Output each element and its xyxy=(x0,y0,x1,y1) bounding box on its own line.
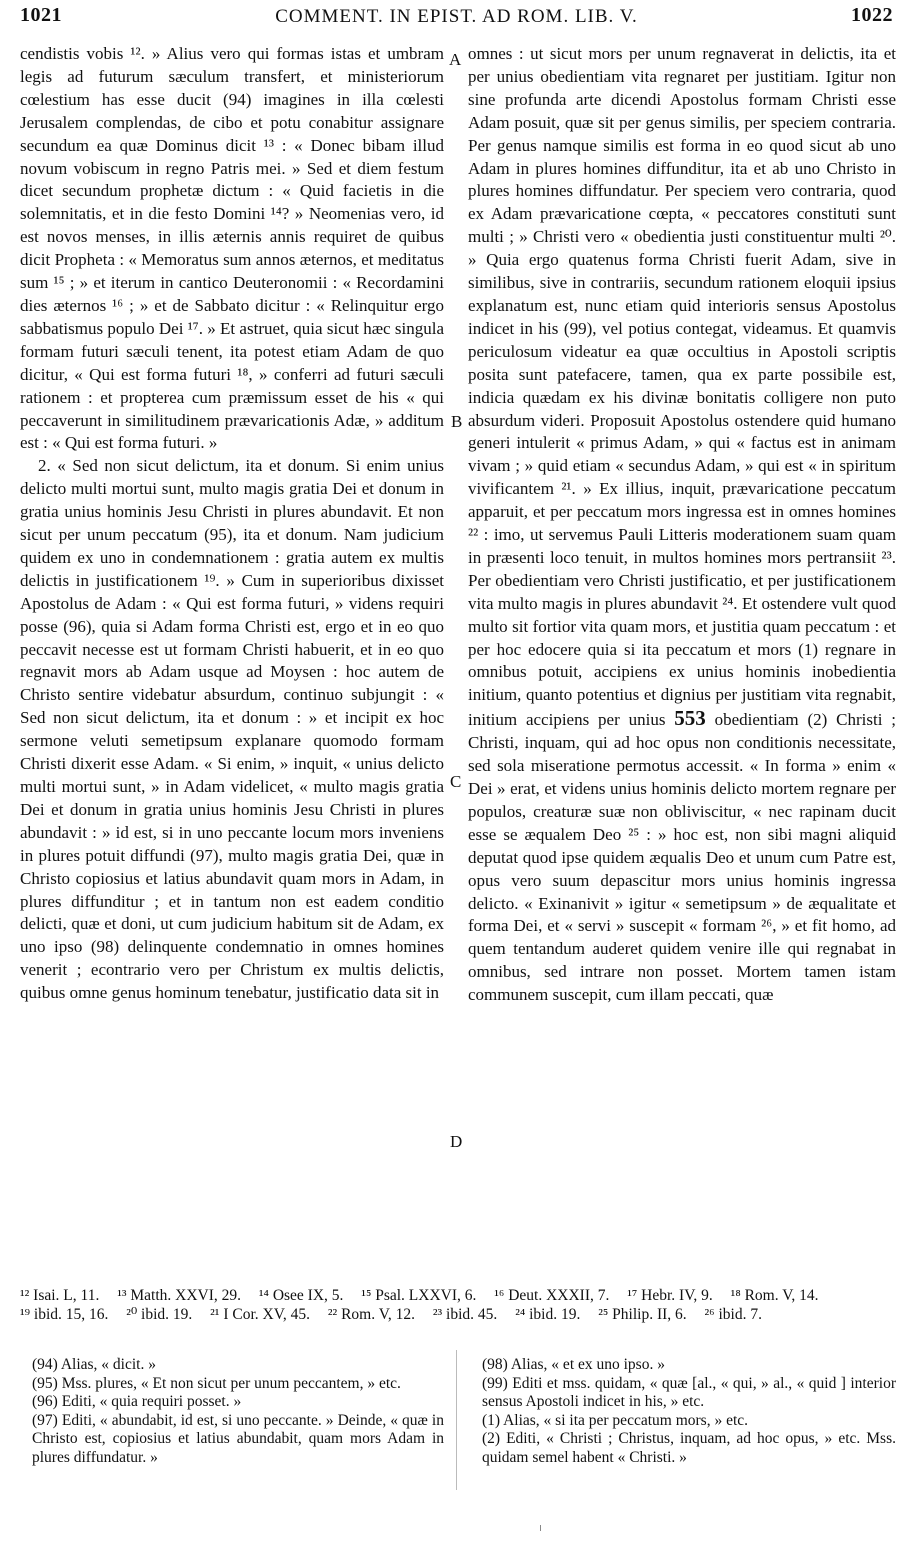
margin-letter-b: B xyxy=(451,412,463,431)
footnote: ²¹ I Cor. XV, 45. xyxy=(210,1306,311,1323)
footnote: ²⁶ ibid. 7. xyxy=(704,1306,762,1323)
margin-letter-d: D xyxy=(450,1132,463,1151)
variant-note: (96) Editi, « quia requiri posset. » xyxy=(32,1393,242,1410)
page-header xyxy=(0,4,913,32)
left-column xyxy=(20,43,444,1005)
paragraph-text: omnes : ut sicut mors per unum regnaverat in delictis, ita et per unius obedientiam vita regnaret per justitiam. Igitur non sine profunda arte dicendi Apostolus formam Christi esse Adam posuit, quæ sit per genus similis, per speciem contraria. Per genus namque similis est forma in eo quod sicut ab uno Adam in plures homines diffunditur, ita et ab uno Christo in plures homines diffundatur. Per speciem vero contraria, quod ex Adam prævaricatione cœpta, « peccatores constituti sunt multi ; » Christi vero « obedientia justi constituentur multi ²⁰. » Quia ergo quatenus forma Christi fuerit Adam, sive in similibus, sive in contrariis, secundum rationem eloquii ipsius explanatum est, nunc etiam quid interioris sensus Apostolus indicet in his (99), vel potius contegat, videamus. Et quamvis periculosum videatur ea quæ occultius in Apostoli scriptis posita sunt patefacere, tamen, qua ex parte possibile est, indicia quædam ex his divinæ bonitatis colligere non puto absurdum videri. Proposuit Apostolus ostendere quid humano generi intulerit « primus Adam, » qui « factus est in animam vivam ; » quid etiam « secundus Adam, » qui est « in spiritum vivificantem ²¹. » Ex illius, inquit, prævaricatione peccatum apparuit, et per peccatum mors ingressa est in omnes homines ²² : imo, ut servemus Pauli Litteris moderationem suam quam in præsenti loco tenuit, in multos homines mors pertransiit ²³. Per obedientiam vero Christi justificatio, et per justificationem vita multo magis in plures abundavit ²⁴. Et ostendere vult quod multo sit fortior vita quam mors, et justitia quam peccatum : et per hoc edocere quia si ita peccatum et mors (1) regnare in omnibus potuit, accipiens ex unius hominis inobedientia initium, quanto potentius et dignius per justitiam vita regnabit, initium accipiens per unius xyxy=(468,44,896,730)
right-column xyxy=(468,43,896,1007)
column-number: 553 xyxy=(674,706,706,731)
variant-note: (95) Mss. plures, « Et non sicut per unum peccantem, » etc. xyxy=(32,1374,401,1392)
paragraph: 2. « Sed non sicut delictum, ita et donum. Si enim unius delicto multi mortui sunt, multo magis gratia Dei et donum in gratia unius hominis Jesu Christi in plures abundavit. Et non sicut per unum peccatum (95), ita et donum. Nam judicium quidem ex uno in condemnationem : gratia autem ex multis delictis in justificationem ¹⁹. » Cum in superioribus dixisset Apostolus de Adam : « Qui est forma futuri, » videns requiri posse (96), quia si Adam forma Christi est, ergo et in eo quo peccavit necesse est ut formam Christi habuerit, et in eo quo regnavit mors ab Adam usque ad Moysen : hoc autem de Christo sentire videbatur absurdum, continuo subjungit : « Sed non sicut delictum, ita et donum : » et incipit ex hoc sermone veluti semetipsum explanare quomodo formam Christi dixerit esse Adam. « Si enim, » inquit, « unius delicto multi mortui sunt, » in Adam videlicet, « multo magis gratia Dei et donum in gratia unius hominis Jesu Christi in plures abundavit : » id est, si in uno peccante locum mors inveniens in plures potuit diffundi (97), multo magis gratia Dei, quæ in Christo copiosius et latius abundavit quam mors in Adam, in plures diffunditur ; et in tantum non est eadem conditio delicti, quæ et doni, ut cum judicium habitum sit de Adam, ex uno ipso (98) delinquente condemnatio in omnes homines venerit ; econtrario vero per Christum ex multis delictis, quibus omne genus hominum tenebatur, justificatio data sit in xyxy=(20,456,444,1003)
footnote: ¹⁵ Psal. LXXVI, 6. xyxy=(361,1287,477,1304)
page-mark xyxy=(540,1525,541,1531)
variant-note: (97) Editi, « abundabit, id est, si uno peccante. » Deinde, « quæ in Christo est, copiosius et latius abundabit, quam mors Adam in plures diffundatur. » xyxy=(32,1411,444,1466)
variant-note: (2) Editi, « Christi ; Christus, inquam, ad hoc opus, » etc. Mss. quidam semel habent « Christi. » xyxy=(482,1430,896,1466)
footnote: ¹⁹ ibid. 15, 16. xyxy=(20,1306,109,1323)
variant-note: (1) Alias, « si ita per peccatum mors, » etc. xyxy=(482,1411,749,1429)
footnote: ¹² Isai. L, 11. xyxy=(20,1287,100,1304)
variant-notes-right xyxy=(482,1356,896,1467)
footnote: ²² Rom. V, 12. xyxy=(327,1306,416,1323)
margin-letter-a: A xyxy=(449,50,462,69)
notes-divider xyxy=(456,1350,457,1490)
footnote: ²⁰ ibid. 19. xyxy=(126,1306,193,1323)
footnotes xyxy=(20,1286,900,1324)
footnote: ¹⁶ Deut. XXXII, 7. xyxy=(494,1287,610,1304)
variant-note: (94) Alias, « dicit. » xyxy=(32,1356,156,1373)
margin-letter-c: C xyxy=(450,772,462,791)
footnote: ²⁵ Philip. II, 6. xyxy=(598,1306,687,1323)
page-number-right: 1022 xyxy=(851,4,893,26)
paragraph xyxy=(468,43,896,1007)
footnote: ¹³ Matth. XXVI, 29. xyxy=(117,1287,242,1304)
footnote: ²³ ibid. 45. xyxy=(432,1306,498,1323)
variant-note: (98) Alias, « et ex uno ipso. » xyxy=(482,1356,665,1373)
paragraph: cendistis vobis ¹². » Alius vero qui formas istas et umbram legis ad futurum sæculum transfert, et ministeriorum cœlestium has esse ducit (94) imagines in illa cœlesti Jerusalem complendas, de cibo et potu conabitur assignare secundum ea quæ Dominus dicit ¹³ : « Donec bibam illud novum vobiscum in regno Patris mei. » Sed et diem festum dicet secundum prophetæ dictum : « Quid facietis in die solemnitatis, et in die festo Domini ¹⁴? » Neomenias vero, id est novos menses, in illis æternis annis requiret de quibus dicit Propheta : « Memoratus sum annos æternos, et meditatus sum ¹⁵ ; » et iterum in cantico Deuteronomii : « Recordamini dies æternos ¹⁶ ; » et de Sabbato dicitur : « Relinquitur ergo sabbatismus populo Dei ¹⁷. » Et astruet, quia sicut hæc singula formam futuri sæculi tenent, ita potest etiam Adam de quo dicitur, « Qui est forma futuri ¹⁸, » conferri ad futuri sæculi rationem : et propterea cum præmissum esset de his « qui peccaverunt in similitudinem prævaricationis Adæ, » additum est : « Qui est forma futuri. » xyxy=(20,44,444,453)
footnote: ¹⁴ Osee IX, 5. xyxy=(258,1287,344,1304)
variant-note: (99) Editi et mss. quidam, « quæ [al., « qui, » al., « quid ] interior sensus Apostoli indicet in his, » etc. xyxy=(482,1374,896,1410)
paragraph-text: obedientiam (2) Christi ; Christi, inquam, qui ad hoc opus non conditionis necessitate, sed sola miseratione permotus accessit. « In forma » enim « Dei » erat, et videns unius hominis delicto mortem regnare per populos, creaturæ suæ non obliviscitur, « nec rapinam ducit esse se æqualem Deo ²⁵ : » hoc est, non sibi magni aliquid deputat quod ipse quidem æqualis Deo et unum cum Patre est, opus vero suum depascitur mors unius hominis ingressa delicto. « Exinanivit » igitur « semetipsum » de æqualitate et forma Dei, et « servi » suscepit « formam ²⁶, » et fit homo, ad quem tentandum auderet quidem venire ille qui regnabat in omnibus, sed intrare non posset. Mortem tamen istam communem suscepit, cum illam peccati, quæ xyxy=(468,710,897,1005)
footnote: ¹⁷ Hebr. IV, 9. xyxy=(627,1287,713,1304)
variant-notes-left xyxy=(32,1356,444,1467)
footnote: ²⁴ ibid. 19. xyxy=(515,1306,581,1323)
page-number-left: 1021 xyxy=(20,4,62,26)
footnote: ¹⁸ Rom. V, 14. xyxy=(730,1287,819,1304)
running-title: COMMENT. IN EPIST. AD ROM. LIB. V. xyxy=(275,6,638,27)
